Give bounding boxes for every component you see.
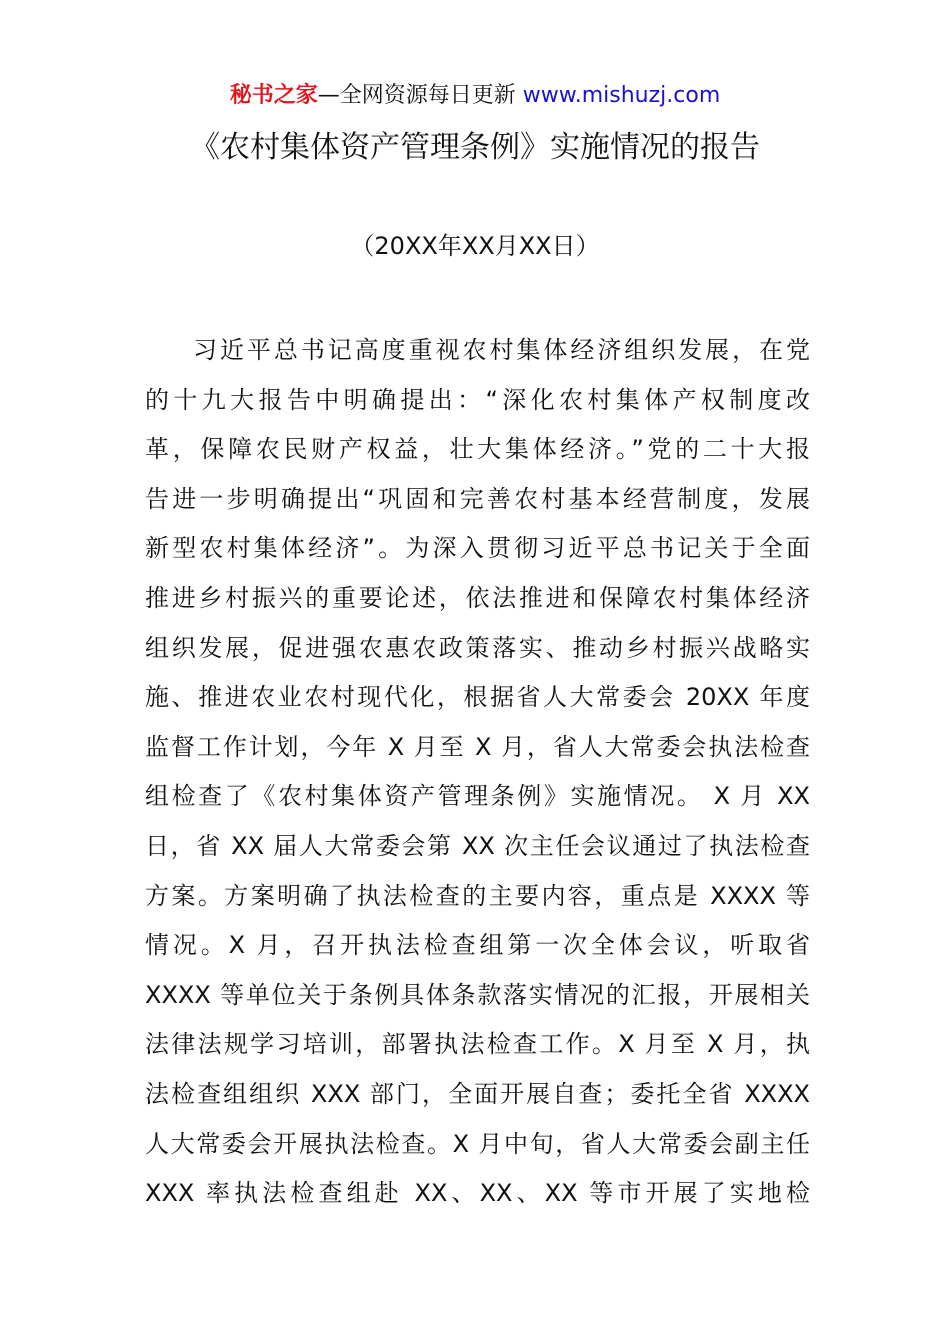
header-tagline: —全网资源每日更新: [317, 83, 523, 108]
paragraph-line: 法检查组组织 XXX 部门，全面开展自查；委托全省 XXXX: [145, 1079, 810, 1108]
paragraph-line: 人大常委会开展执法检查。X 月中旬，省人大常委会副主任: [145, 1129, 810, 1158]
site-url-link[interactable]: www.mishuzj.com: [522, 83, 721, 108]
paragraph-line: 习近平总书记高度重视农村集体经济组织发展，在党: [193, 336, 810, 364]
document-date: （20XX年XX月XX日）: [350, 232, 600, 260]
site-header: [0, 80, 950, 112]
paragraph-line: 组织发展，促进强农惠农政策落实、推动乡村振兴战略实: [145, 633, 810, 662]
paragraph-line: 法律法规学习培训，部署执法检查工作。X 月至 X 月，执: [145, 1030, 810, 1059]
brand-name: 秘书之家: [229, 83, 318, 108]
document-title: 《农村集体资产管理条例》实施情况的报告: [190, 130, 760, 165]
paragraph-line: 情况。X 月，召开执法检查组第一次全体会议，听取省: [145, 931, 810, 960]
paragraph-line: 新型农村集体经济”。为深入贯彻习近平总书记关于全面: [145, 534, 810, 563]
paragraph-line: 的十九大报告中明确提出：“深化农村集体产权制度改: [145, 385, 810, 414]
paragraph-line: 日，省 XX 届人大常委会第 XX 次主任会议通过了执法检查: [145, 831, 810, 860]
paragraph-line: XXXX 等单位关于条例具体条款落实情况的汇报，开展相关: [145, 980, 810, 1009]
body-paragraph: [145, 326, 810, 1219]
paragraph-line: 监督工作计划，今年 X 月至 X 月，省人大常委会执法检查: [145, 732, 810, 761]
paragraph-line: 革，保障农民财产权益，壮大集体经济。”党的二十大报: [145, 435, 810, 464]
paragraph-line: 施、推进农业农村现代化，根据省人大常委会 20XX 年度: [145, 683, 810, 712]
paragraph-line: 方案。方案明确了执法检查的主要内容，重点是 XXXX 等: [145, 881, 810, 910]
paragraph-line: 组检查了《农村集体资产管理条例》实施情况。 X 月 XX: [145, 782, 810, 811]
paragraph-line: 推进乡村振兴的重要论述，依法推进和保障农村集体经济: [145, 583, 810, 612]
paragraph-line: 告进一步明确提出“巩固和完善农村基本经营制度，发展: [145, 484, 810, 513]
paragraph-line: XXX 率执法检查组赴 XX、XX、XX 等市开展了实地检: [145, 1179, 810, 1208]
